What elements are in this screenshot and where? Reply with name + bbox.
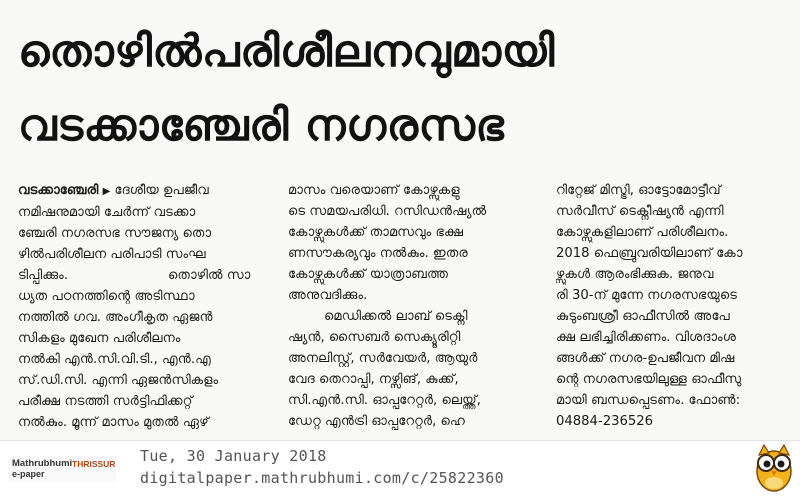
column-line: ധ്യത പഠനത്തിന്റെ അടിസ്ഥാ	[18, 289, 195, 304]
column-line: റിറ്റേജ് മിസ്ട്രി, ഓട്ടോമോട്ടീവ്	[556, 183, 721, 198]
article-column-1	[18, 180, 253, 433]
column-line: പരീക്ഷ നടത്തി സർട്ടിഫിക്കറ്റ്	[18, 394, 193, 409]
column-line: ണസൗകര്യവും നൽകും. ഇതര	[288, 246, 468, 261]
headline-line-2: വടക്കാഞ്ചേരി നഗരസഭ	[18, 100, 505, 151]
article-url-link[interactable]: digitalpaper.mathrubhumi.com/c/25822360	[140, 469, 504, 487]
column-line: മാസം വരെയാണ് കോഴ്സുകളു	[288, 183, 460, 198]
column-line: ഴ്സുകൾ ആരംഭിക്കുക. ജനുവ	[556, 267, 714, 282]
edition-date: Tue, 30 January 2018	[140, 447, 327, 465]
column-line: ടിപ്പിക്കും. തൊഴിൽ സാ	[18, 268, 251, 283]
column-line: നൽകി എൻ.സി.വി.ടി., എൻ.എ	[18, 352, 211, 367]
owl-icon	[753, 441, 795, 493]
column-line: സികളം മുഖേന പരിശീലനം	[18, 331, 181, 346]
column-line: ഞ്ചേരി നഗരസഭ സൗജന്യ തൊ	[18, 226, 212, 241]
headline-line-1: തൊഴിൽപരിശീലനവുമായി	[18, 26, 555, 77]
dateline-marker-icon: ▶	[102, 186, 111, 197]
column-line: ഴിൽപരിശീലന പരിപാടി സംഘ	[18, 247, 206, 262]
column-line: രി 30-ന് മുന്നേ നഗരസഭയുടെ	[556, 288, 738, 303]
column-line: കുടുംബശ്രീ ഓഫീസിൽ അപേ	[556, 309, 730, 324]
article-column-3	[556, 180, 800, 432]
column-line: ന്റെ നഗരസഭയിലുള്ള ഓഫീസു	[556, 372, 742, 387]
column-line: കോഴ്സുകളിലാണ് പരിശീലനം.	[556, 225, 729, 240]
column-line: ടെ സമയപരിധി. റസിഡൻഷ്യൽ	[288, 204, 487, 219]
column-line: ങ്ങൾക്ക് നഗര-ഉപജീവന മിഷ	[556, 351, 735, 366]
column-line: നത്തിൽ ഗവ. അംഗീകൃത ഏജൻ	[18, 310, 213, 325]
column-line: സി.എൻ.സി. ഓപ്പറേറ്റർ, ലെയ്ത്ത്,	[288, 393, 481, 408]
column-line: നമിഷനുമായി ചേർന്ന് വടക്കാ	[18, 205, 196, 220]
column-line: വടക്കാഞ്ചേരി ▶ ദേശീയ ഉപജീവ	[18, 183, 209, 198]
column-line: കോഴ്സുകൾക്ക് യാത്രാബത്ത	[288, 267, 449, 282]
article-column-2	[288, 180, 523, 432]
column-line: സർവീസ് ടെക്നീഷ്യൻ എന്നി	[556, 204, 724, 219]
column-line: 2018 ഫെബ്രുവരിയിലാണ് കോ	[556, 246, 743, 261]
dateline: വടക്കാഞ്ചേരി	[18, 183, 99, 198]
mathrubhumi-epaper-logo[interactable]	[8, 456, 116, 482]
column-line: 04884-236526	[556, 414, 654, 429]
column-line: കോഴ്സുകൾക്ക് താമസവും ഭക്ഷ	[288, 225, 464, 240]
column-line: നൽകും. മൂന്ന് മാസം മുതൽ ഏഴ്	[18, 415, 209, 430]
column-line: സ്.ഡി.സി. എന്നി ഏജൻസികളം	[18, 373, 219, 388]
column-line: ഡേറ്റ എൻട്രി ഓപ്പറേറ്റർ, ഹെ	[288, 414, 466, 429]
logo-edition: THRISSUR	[72, 459, 116, 469]
logo-brand: Mathrubhumi	[12, 458, 73, 469]
column-line: അനുവദിക്കും.	[288, 288, 368, 303]
column-line: മായി ബന്ധപ്പെടണം. ഫോൺ:	[556, 393, 741, 408]
logo-subtitle: e-paper	[12, 469, 45, 479]
column-line: ഷ്യൻ, സൈബർ സെക്യൂരിറ്റി	[288, 330, 461, 345]
column-line: ക്ഷ ലഭിച്ചിരിക്കണം. വിശദാംശ	[556, 330, 737, 345]
epaper-footer	[0, 440, 800, 496]
column-line: വേദ തെറാപ്പി, നഴ്സിങ്, കുക്ക്,	[288, 372, 459, 387]
column-line: അനലിസ്റ്റ്, സർവേയർ, ആയുർ	[288, 351, 478, 366]
column-line: മെഡിക്കൽ ലാബ് ടെക്നി	[324, 309, 468, 324]
